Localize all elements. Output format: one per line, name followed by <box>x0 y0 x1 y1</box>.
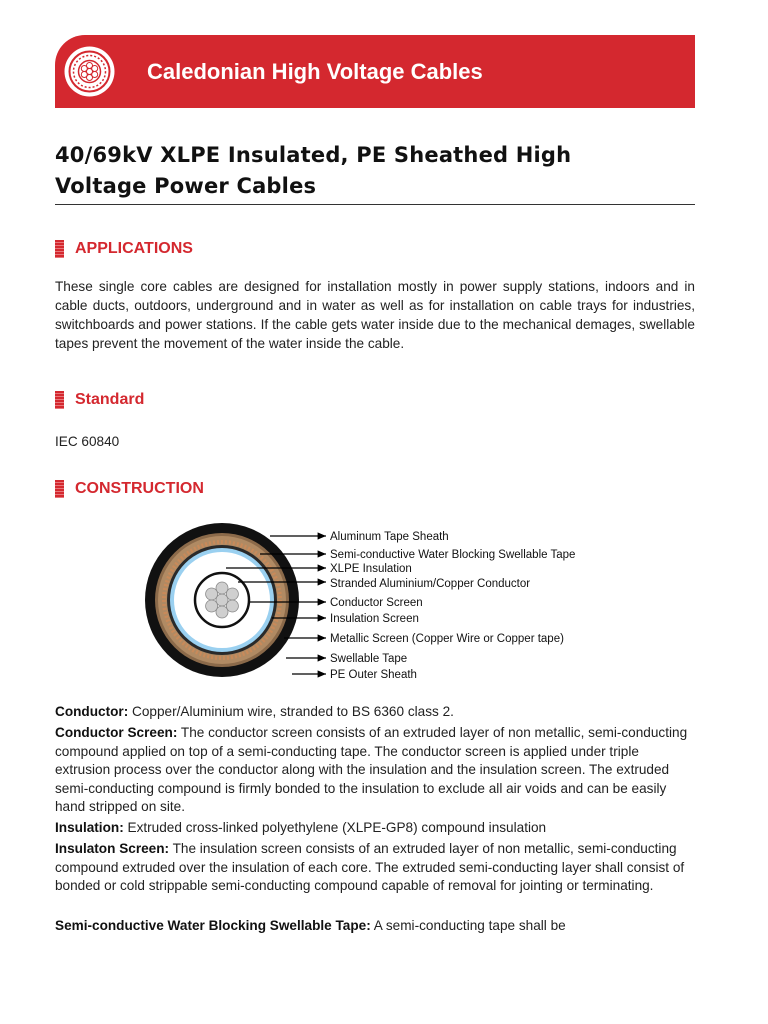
label-pe-outer-sheath: PE Outer Sheath <box>330 669 417 681</box>
brand-name: Caledonian High Voltage Cables <box>147 59 483 84</box>
spec-insulation-screen <box>55 840 695 896</box>
spec-desc: The conductor screen consists of an extruded layer of non metallic, semi-conducting compound applied on top of a semi-conducting tape. The conductor screen is applied under triple extrusion process over the conductor along with the insulation and the insulation screen. The extruded semi-conducting compound is firmly bonded to the insulation to exclude all air voids and can be easily hand stripped on site. <box>55 725 688 814</box>
label-metallic-screen: Metallic Screen (Copper Wire or Copper tape) <box>330 633 564 645</box>
section-bar-icon <box>55 391 64 409</box>
spec-conductor-screen <box>55 724 695 817</box>
construction-heading <box>55 480 204 498</box>
page-title-line-2: Voltage Power Cables <box>55 174 317 198</box>
construction-heading-text: CONSTRUCTION <box>75 480 204 497</box>
spec-term: Insulaton Screen: <box>55 841 170 856</box>
spec-insulation <box>55 819 695 838</box>
label-swellable-tape: Swellable Tape <box>330 653 408 665</box>
standard-value: IEC 60840 <box>55 434 120 449</box>
spec-desc: A semi-conducting tape shall be <box>370 918 566 933</box>
cable-logo-icon <box>63 45 116 98</box>
spec-term: Semi-conductive Water Blocking Swellable Tape: <box>55 918 371 933</box>
applications-text: These single core cables are designed for installation mostly in power supply stations, indoors and in cable ducts, outdoors, underground and in water as well as for installation on cable trays for industries, switchboards and power stations. If the cable gets water inside due to the mechanical demages, swellable tapes prevent the movement of the water inside the cable. <box>55 279 695 351</box>
label-stranded-conductor: Stranded Aluminium/Copper Conductor <box>330 578 531 590</box>
spec-swellable-tape <box>55 917 695 936</box>
applications-heading <box>55 240 193 258</box>
header-banner <box>55 35 695 108</box>
cable-cross-section-diagram <box>140 518 700 688</box>
section-bar-icon <box>55 240 64 258</box>
standard-heading <box>55 391 144 409</box>
label-conductor-screen: Conductor Screen <box>330 597 423 609</box>
standard-heading-text: Standard <box>75 391 145 408</box>
spec-term: Insulation: <box>55 820 124 835</box>
title-divider <box>55 204 695 205</box>
cable-layers <box>145 523 299 677</box>
spec-desc: The insulation screen consists of an extruded layer of non metallic, semi-conducting compound extruded over the insulation of each core. The extruded semi-conducting layer shall consist of bonded or cold strippable semi-conducting compound capable of removal for jointing or terminating. <box>55 841 685 893</box>
label-aluminum-tape-sheath: Aluminum Tape Sheath <box>330 531 449 543</box>
label-water-blocking-tape: Semi-conductive Water Blocking Swellable Tape <box>330 549 576 561</box>
spec-desc: Extruded cross-linked polyethylene (XLPE-GP8) compound insulation <box>123 820 547 835</box>
page-title <box>55 140 695 202</box>
label-xlpe-insulation: XLPE Insulation <box>330 563 412 575</box>
page-title-line-1: 40/69kV XLPE Insulated, PE Sheathed High <box>55 143 572 167</box>
section-bar-icon <box>55 480 64 498</box>
spec-term: Conductor Screen: <box>55 725 178 740</box>
spec-term: Conductor: <box>55 704 129 719</box>
label-insulation-screen: Insulation Screen <box>330 613 419 625</box>
spec-conductor <box>55 703 695 722</box>
spec-desc: Copper/Aluminium wire, stranded to BS 6360 class 2. <box>128 704 454 719</box>
applications-heading-text: APPLICATIONS <box>75 240 193 257</box>
